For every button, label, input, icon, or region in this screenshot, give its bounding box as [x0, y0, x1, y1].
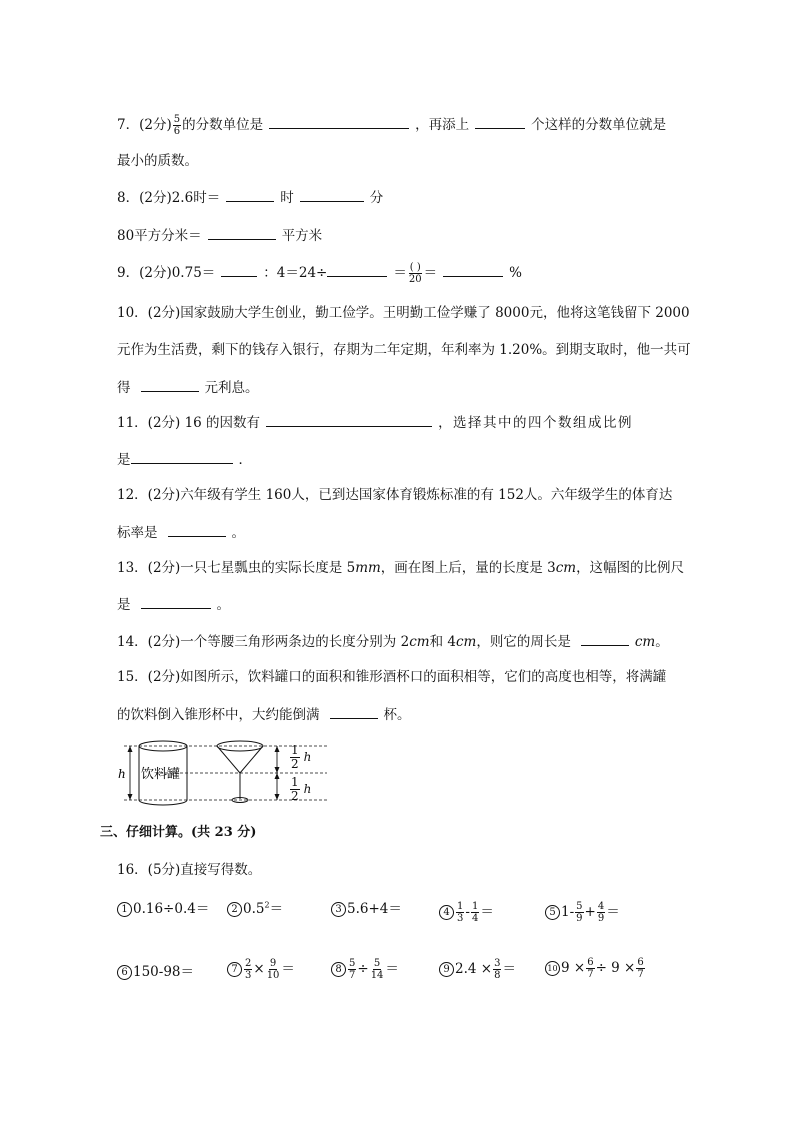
question-10-line2: 元作为生活费，剩下的钱存入银行，存期为二年定期，年利率为 1.20%。到期支取时，他一共可: [117, 342, 691, 358]
answer-blank[interactable]: [141, 377, 199, 392]
question-10-line1: 10．(2分)国家鼓励大学生创业，勤工俭学。王明勤工俭学赚了 8000元，他将这笔钱留下 2000: [117, 305, 690, 321]
q7-number: 7．(2分): [117, 117, 172, 133]
lower-half-height-label: $\frac{1}{2}$ h: [291, 775, 312, 803]
calc-item-3: 3 5.6+4＝: [331, 897, 402, 917]
drink-can: [139, 741, 187, 805]
calc-item-9: 9 2.4 × $\frac{3}{8}$ ＝: [439, 957, 516, 981]
calc-item-4: 4 $\frac{1}{3}$ - $\frac{1}{4}$ ＝: [439, 900, 494, 924]
question-7: 7．(2分) $\frac{5}{6}$ 的分数单位是 ，再添上 个这样的分数单位就是: [117, 114, 667, 137]
question-8-cont: 80平方分米＝ 平方米: [117, 225, 322, 246]
question-14: 14．(2分)一个等腰三角形两条边的长度分别为 2cm和 4cm，则它的周长是 cm。: [117, 631, 669, 652]
answer-blank[interactable]: [475, 114, 525, 129]
calc-item-8: 8 $\frac{5}{7}$ ÷ $\frac{5}{14}$ ＝: [331, 957, 399, 981]
answer-blank[interactable]: [131, 449, 233, 464]
section-3-title: 三、仔细计算。(共 23 分): [100, 825, 257, 840]
question-15-cont: 的饮料倒入锥形杯中，大约能倒满 杯。: [117, 704, 411, 725]
answer-blank[interactable]: [226, 187, 274, 202]
q7-fraction: $\frac{5}{6}$: [173, 114, 181, 137]
can-label: 饮料罐: [141, 767, 181, 782]
question-13: 13．(2分)一只七星瓢虫的实际长度是 5mm，画在图上后，量的长度是 3cm，这幅图的比例尺: [117, 560, 685, 576]
question-13-cont: 是 。: [117, 594, 230, 615]
answer-blank[interactable]: [141, 594, 211, 609]
answer-blank[interactable]: [330, 704, 378, 719]
question-11: 11．(2分) 16 的因数有 ，选择其中的四个数组成比例: [117, 412, 633, 433]
answer-blank[interactable]: [269, 114, 409, 129]
upper-half-height-label: $\frac{1}{2}$ h: [291, 743, 312, 771]
answer-blank[interactable]: [168, 522, 226, 537]
q9-fraction: $\frac{( )}{20}$: [408, 262, 422, 285]
calc-item-5: 5 1- $\frac{5}{9}$ + $\frac{4}{9}$ ＝: [545, 900, 620, 924]
calc-item-10: 10 9 × $\frac{6}{7}$ ÷ 9 × $\frac{6}{7}$: [545, 957, 646, 980]
question-16-title: 16．(5分)直接写得数。: [117, 862, 262, 878]
answer-blank[interactable]: [443, 262, 503, 277]
answer-blank[interactable]: [300, 187, 364, 202]
question-9: 9．(2分)0.75＝ ：4＝24÷ ＝ $\frac{( )}{20}$ ＝ %: [117, 262, 522, 285]
can-height-label: h: [118, 767, 126, 781]
question-10-line3: 得 元利息。: [117, 377, 259, 398]
calc-item-7: 7 $\frac{2}{3}$ × $\frac{9}{10}$ ＝: [227, 957, 295, 981]
calc-item-6: 6 150-98＝: [117, 960, 194, 980]
question-8: 8．(2分)2.6时＝ 时 分: [117, 187, 383, 208]
answer-blank[interactable]: [581, 631, 629, 646]
question-12: 12．(2分)六年级有学生 160人，已到达国家体育锻炼标准的有 152人。六年级学生的体育达: [117, 487, 673, 503]
question-15: 15．(2分)如图所示，饮料罐口的面积和锥形酒杯口的面积相等，它们的高度也相等，将满罐: [117, 669, 667, 685]
answer-blank[interactable]: [221, 262, 257, 277]
question-11-cont: 是 ．: [117, 449, 252, 470]
question-12-cont: 标率是 。: [117, 522, 245, 543]
cone-glass: [217, 741, 263, 803]
question-7-cont: 最小的质数。: [117, 153, 198, 169]
calc-item-1: 1 0.16÷0.4＝: [117, 897, 209, 917]
calc-item-2: 2 $0.5^2=$: [227, 897, 283, 917]
answer-blank[interactable]: [208, 225, 276, 240]
answer-blank[interactable]: [327, 262, 387, 277]
answer-blank[interactable]: [266, 412, 432, 427]
